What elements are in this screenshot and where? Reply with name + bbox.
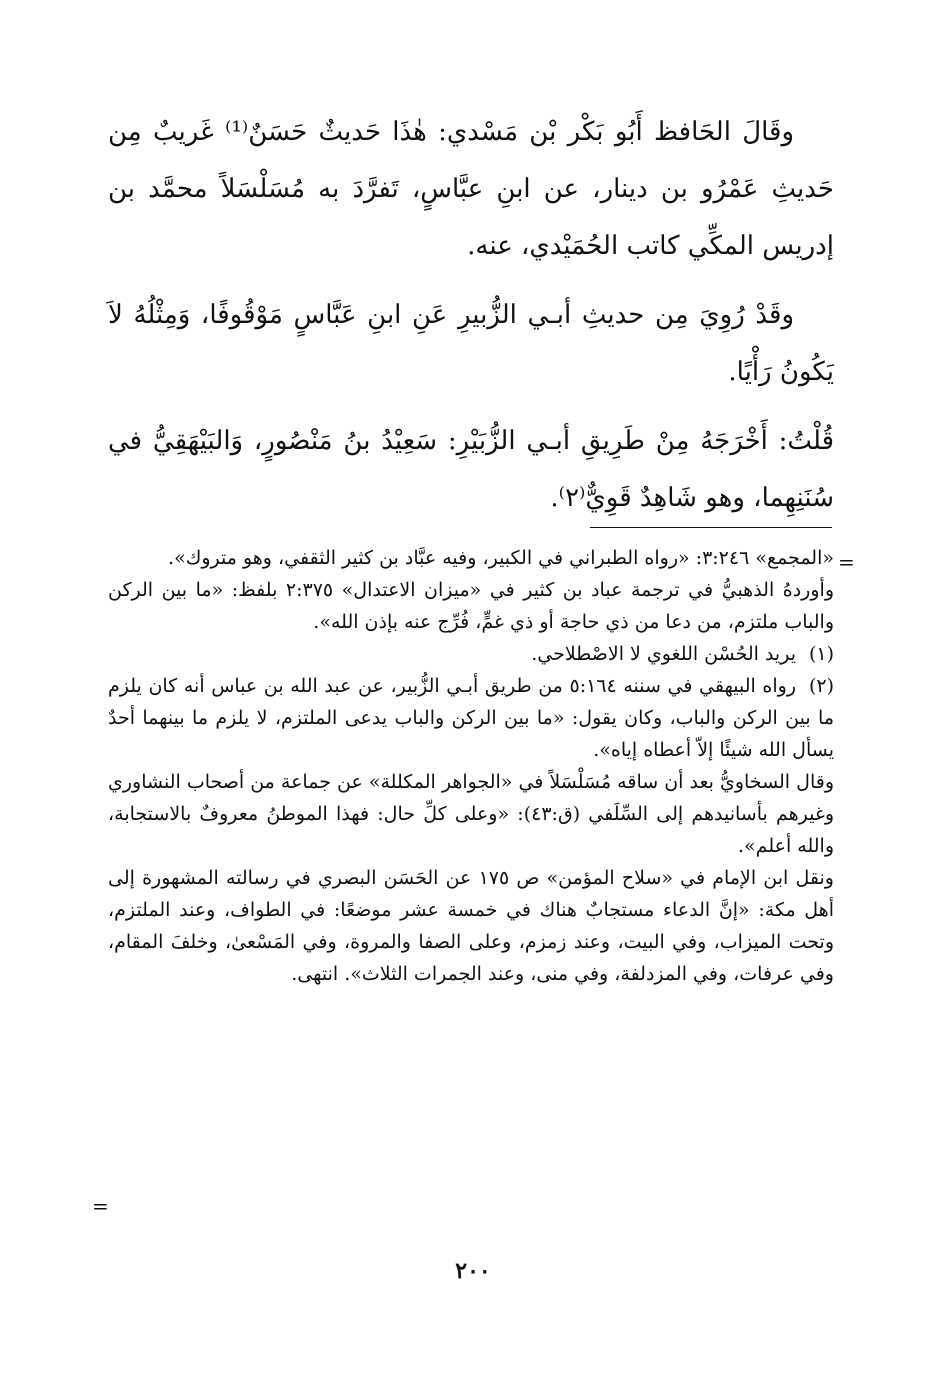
footnote <box>108 542 834 574</box>
footnote <box>108 862 834 990</box>
footnotes <box>108 542 834 990</box>
main-paragraph: وقَالَ الحَافظ أَبُو بَكْر بْن مَسْدي: هٰذَا حَديثٌ حَسَنٌ⁽¹⁾ غَريبٌ مِن حَديثِ عَمْرُو بن دينار، عن ابنِ عبَّاسٍ، تَفرَّدَ به مُسَلْسَلاً محمَّد بن إدريس المكِّي كاتب الحُمَيْدي، عنه. <box>108 117 834 261</box>
footnote-number: (٢) <box>808 675 834 697</box>
footnote <box>108 574 834 638</box>
footnote <box>108 766 834 862</box>
footnote-text: يريد الحُسْن اللغوي لا الاصْطلاحي. <box>531 643 796 665</box>
continuation-mark-top: = <box>838 550 855 574</box>
page-number: ٢٠٠ <box>455 1258 491 1284</box>
main-paragraph: وقَدْ رُوِيَ مِن حديثِ أبـي الزُّبيرِ عَنِ ابنِ عَبَّاسٍ مَوْقُوفًا، وَمِثْلُهُ لاَ يَكُونُ رَأْيًا. <box>108 300 834 387</box>
footnote-text: رواه البيهقي في سننه ٥:١٦٤ من طريق أبـي الزُّبير، عن عبد الله بن عباس أنه كان يلزم ما بين الركن والباب، وكان يقول: «ما بين الركن والباب يدعى الملتزم، لا يلزم ما بينهما أحدٌ يسأل الله شيئًا إلاّ أعطاه إياه». <box>108 675 834 761</box>
continuation-mark-bottom: = <box>92 1194 109 1218</box>
footnote <box>108 670 834 766</box>
footnote-text: ونقل ابن الإمام في «سلاح المؤمن» ص ١٧٥ عن الحَسَن البصري في رسالته المشهورة إلى أهل مكة: «إنَّ الدعاء مستجابٌ هناك في خمسة عشر موضعًا: في الطواف، وعند الملتزم، وتحت الميزاب، وفي البيت، وعند زمزم، وعلى الصفا والمروة، وفي المَسْعىٰ، وخلفَ المقام، وفي عرفات، وفي المزدلفة، وفي منى، وعند الجمرات الثلاث». انتهى. <box>108 867 834 985</box>
footnote-separator <box>590 527 832 528</box>
footnote-text: وأوردهُ الذهبيُّ في ترجمة عباد بن كثير في «ميزان الاعتدال» ٢:٣٧٥ بلفظ: «ما بين الركن والباب ملتزم، من دعا من ذي حاجة أو ذي غمٍّ، فُرِّج عنه بإذن الله». <box>108 579 834 633</box>
main-text <box>108 104 834 527</box>
footnote <box>108 638 834 670</box>
main-paragraph: قُلْتُ: أَخْرَجَهُ مِنْ طَرِيقِ أبـي الزُّبَيْرِ: سَعِيْدُ بنُ مَنْصُورٍ، وَالبَيْهَقِيُّ في سُنَنِهِما، وهو شَاهِدٌ قَوِيٌّ⁽٢⁾. <box>108 426 834 513</box>
footnote-text: «المجمع» ٣:٢٤٦: «رواه الطبراني في الكبير، وفيه عبَّاد بن كثير الثقفي، وهو متروك». <box>168 547 834 569</box>
footnote-text: وقال السخاويُّ بعد أن ساقه مُسَلْسَلاً في «الجواهر المكللة» عن جماعة من أصحاب النشاوري وغيرهم بأسانيدهم إلى السِّلَفي (ق:٤٣): «وعلى كلِّ حال: فهذا الموطنُ معروفٌ بالاستجابة، والله أعلم». <box>108 771 835 857</box>
footnote-number: (١) <box>808 643 834 665</box>
